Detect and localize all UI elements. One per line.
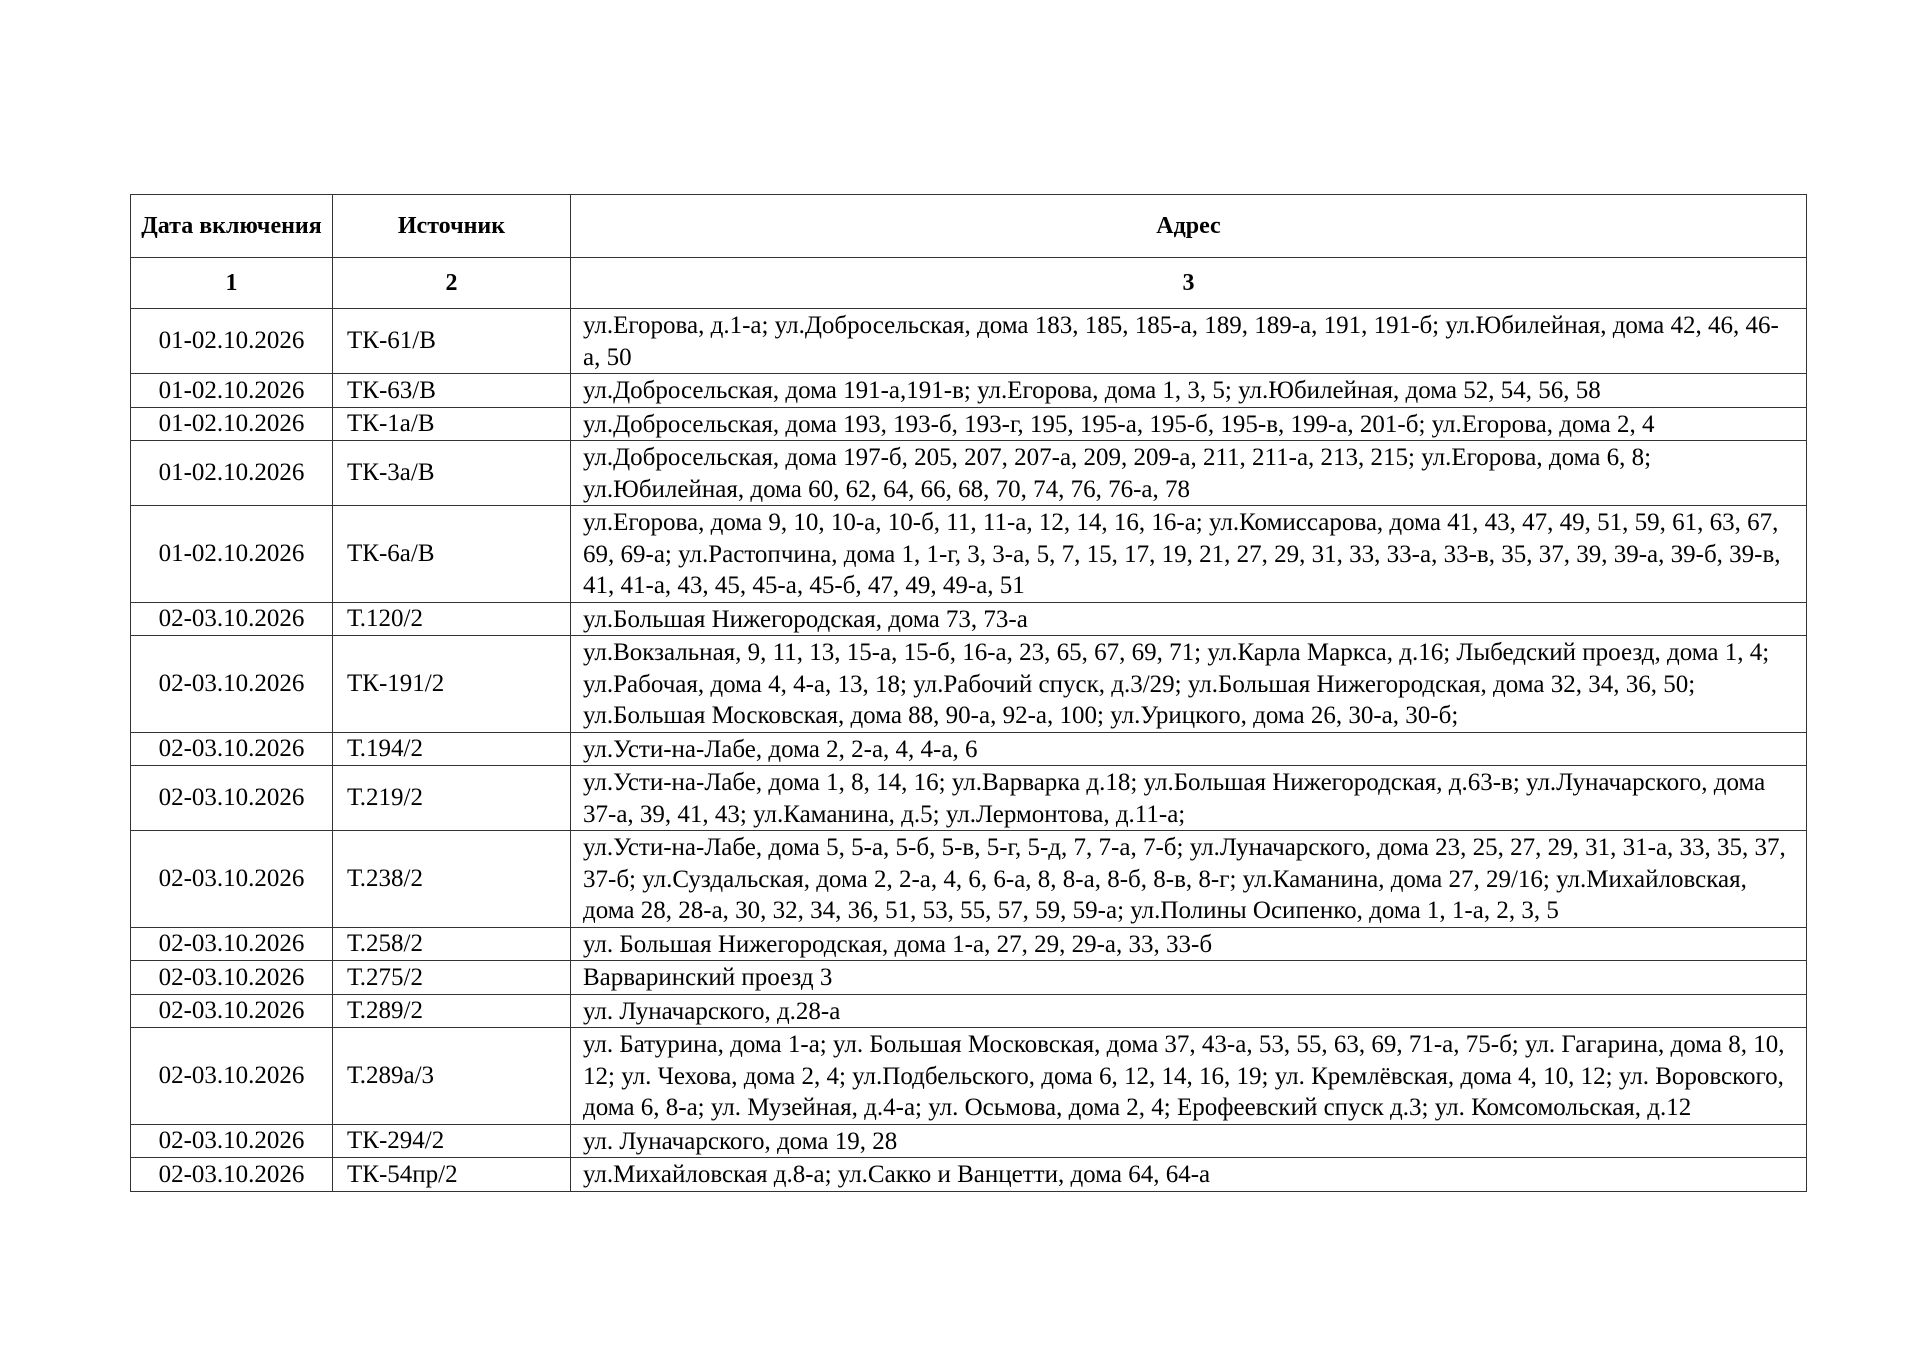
source-cell: Т.194/2: [333, 732, 571, 766]
source-cell: Т.219/2: [333, 766, 571, 831]
source-cell: Т.289а/3: [333, 1028, 571, 1125]
date-cell: 02-03.10.2026: [131, 1158, 333, 1192]
date-cell: 02-03.10.2026: [131, 994, 333, 1028]
address-cell: ул.Вокзальная, 9, 11, 13, 15-а, 15-б, 16-а, 23, 65, 67, 69, 71; ул.Карла Маркса, д.16; Лыбедский проезд, дома 1, 4; ул.Рабочая, дома 4, 4-а, 13, 18; ул.Рабочий спуск, д.3/29; ул.Большая Нижегородская, дома 32, 34, 36, 50; ул.Большая Московская, дома 88, 90-а, 92-а, 100; ул.Урицкого, дома 26, 30-а, 30-б;: [571, 636, 1807, 733]
address-cell: ул. Батурина, дома 1-а; ул. Большая Московская, дома 37, 43-а, 53, 55, 63, 69, 71-а, 75-б; ул. Гагарина, дома 8, 10, 12; ул. Чехова, дома 2, 4; ул.Подбельского, дома 6, 12, 14, 16, 19; ул. Кремлёвская, дома 4, 10, 12; ул. Воровского, дома 6, 8-а; ул. Музейная, д.4-а; ул. Осьмова, дома 2, 4; Ерофеевский спуск д.3; ул. Комсомольская, д.12: [571, 1028, 1807, 1125]
date-cell: 01-02.10.2026: [131, 506, 333, 603]
table-row: [131, 602, 1807, 636]
table-row: [131, 766, 1807, 831]
column-number-1: 1: [131, 258, 333, 309]
address-cell: Варваринский проезд 3: [571, 961, 1807, 995]
column-number-row: [131, 258, 1807, 309]
date-cell: 02-03.10.2026: [131, 732, 333, 766]
source-cell: Т.120/2: [333, 602, 571, 636]
date-cell: 01-02.10.2026: [131, 407, 333, 441]
source-cell: ТК-3а/В: [333, 441, 571, 506]
address-cell: ул.Егорова, д.1-а; ул.Добросельская, дома 183, 185, 185-а, 189, 189-а, 191, 191-б; ул.Юбилейная, дома 42, 46, 46-а, 50: [571, 309, 1807, 374]
address-cell: ул.Добросельская, дома 193, 193-б, 193-г, 195, 195-а, 195-б, 195-в, 199-а, 201-б; ул.Егорова, дома 2, 4: [571, 407, 1807, 441]
source-cell: ТК-6а/В: [333, 506, 571, 603]
column-number-3: 3: [571, 258, 1807, 309]
date-cell: 02-03.10.2026: [131, 927, 333, 961]
table-body: [131, 309, 1807, 1192]
table-row: [131, 374, 1807, 408]
address-cell: ул. Луначарского, дома 19, 28: [571, 1124, 1807, 1158]
date-cell: 02-03.10.2026: [131, 602, 333, 636]
source-cell: Т.275/2: [333, 961, 571, 995]
source-cell: ТК-61/В: [333, 309, 571, 374]
table-row: [131, 961, 1807, 995]
address-cell: ул.Добросельская, дома 191-а,191-в; ул.Егорова, дома 1, 3, 5; ул.Юбилейная, дома 52, 54, 56, 58: [571, 374, 1807, 408]
source-cell: Т.289/2: [333, 994, 571, 1028]
source-cell: Т.258/2: [333, 927, 571, 961]
table-row: [131, 636, 1807, 733]
address-cell: ул.Усти-на-Лабе, дома 2, 2-а, 4, 4-а, 6: [571, 732, 1807, 766]
date-cell: 02-03.10.2026: [131, 636, 333, 733]
source-cell: ТК-294/2: [333, 1124, 571, 1158]
date-cell: 02-03.10.2026: [131, 1124, 333, 1158]
date-cell: 02-03.10.2026: [131, 961, 333, 995]
date-cell: 01-02.10.2026: [131, 309, 333, 374]
source-cell: ТК-1а/В: [333, 407, 571, 441]
header-source: Источник: [333, 195, 571, 258]
table-row: [131, 831, 1807, 928]
source-cell: ТК-63/В: [333, 374, 571, 408]
source-cell: ТК-191/2: [333, 636, 571, 733]
address-cell: ул.Усти-на-Лабе, дома 1, 8, 14, 16; ул.Варварка д.18; ул.Большая Нижегородская, д.63-в; ул.Луначарского, дома 37-а, 39, 41, 43; ул.Каманина, д.5; ул.Лермонтова, д.11-а;: [571, 766, 1807, 831]
header-row: [131, 195, 1807, 258]
address-cell: ул.Добросельская, дома 197-б, 205, 207, 207-а, 209, 209-а, 211, 211-а, 213, 215; ул.Егорова, дома 6, 8; ул.Юбилейная, дома 60, 62, 64, 66, 68, 70, 74, 76, 76-а, 78: [571, 441, 1807, 506]
address-cell: ул. Луначарского, д.28-а: [571, 994, 1807, 1028]
column-number-2: 2: [333, 258, 571, 309]
heating-schedule-table: [130, 194, 1807, 1192]
source-cell: ТК-54пр/2: [333, 1158, 571, 1192]
table-row: [131, 732, 1807, 766]
address-cell: ул.Егорова, дома 9, 10, 10-а, 10-б, 11, 11-а, 12, 14, 16, 16-а; ул.Комиссарова, дома 41, 43, 47, 49, 51, 59, 61, 63, 67, 69, 69-а; ул.Растопчина, дома 1, 1-г, 3, 3-а, 5, 7, 15, 17, 19, 21, 27, 29, 31, 33, 33-а, 33-в, 35, 37, 39, 39-а, 39-б, 39-в, 41, 41-а, 43, 45, 45-а, 45-б, 47, 49, 49-а, 51: [571, 506, 1807, 603]
header-date: Дата включения: [131, 195, 333, 258]
table-row: [131, 1158, 1807, 1192]
date-cell: 01-02.10.2026: [131, 441, 333, 506]
table-row: [131, 927, 1807, 961]
table-row: [131, 1124, 1807, 1158]
table-row: [131, 994, 1807, 1028]
table-row: [131, 506, 1807, 603]
table-row: [131, 1028, 1807, 1125]
address-cell: ул. Большая Нижегородская, дома 1-а, 27, 29, 29-а, 33, 33-б: [571, 927, 1807, 961]
address-cell: ул.Большая Нижегородская, дома 73, 73-а: [571, 602, 1807, 636]
table-row: [131, 441, 1807, 506]
date-cell: 01-02.10.2026: [131, 374, 333, 408]
table-row: [131, 309, 1807, 374]
date-cell: 02-03.10.2026: [131, 1028, 333, 1125]
source-cell: Т.238/2: [333, 831, 571, 928]
header-address: Адрес: [571, 195, 1807, 258]
address-cell: ул.Усти-на-Лабе, дома 5, 5-а, 5-б, 5-в, 5-г, 5-д, 7, 7-а, 7-б; ул.Луначарского, дома 23, 25, 27, 29, 31, 31-а, 33, 35, 37, 37-б; ул.Суздальская, дома 2, 2-а, 4, 6, 6-а, 8, 8-а, 8-б, 8-в, 8-г; ул.Каманина, дома 27, 29/16; ул.Михайловская, дома 28, 28-а, 30, 32, 34, 36, 51, 53, 55, 57, 59, 59-а; ул.Полины Осипенко, дома 1, 1-а, 2, 3, 5: [571, 831, 1807, 928]
date-cell: 02-03.10.2026: [131, 831, 333, 928]
table-row: [131, 407, 1807, 441]
address-cell: ул.Михайловская д.8-а; ул.Сакко и Ванцетти, дома 64, 64-а: [571, 1158, 1807, 1192]
date-cell: 02-03.10.2026: [131, 766, 333, 831]
